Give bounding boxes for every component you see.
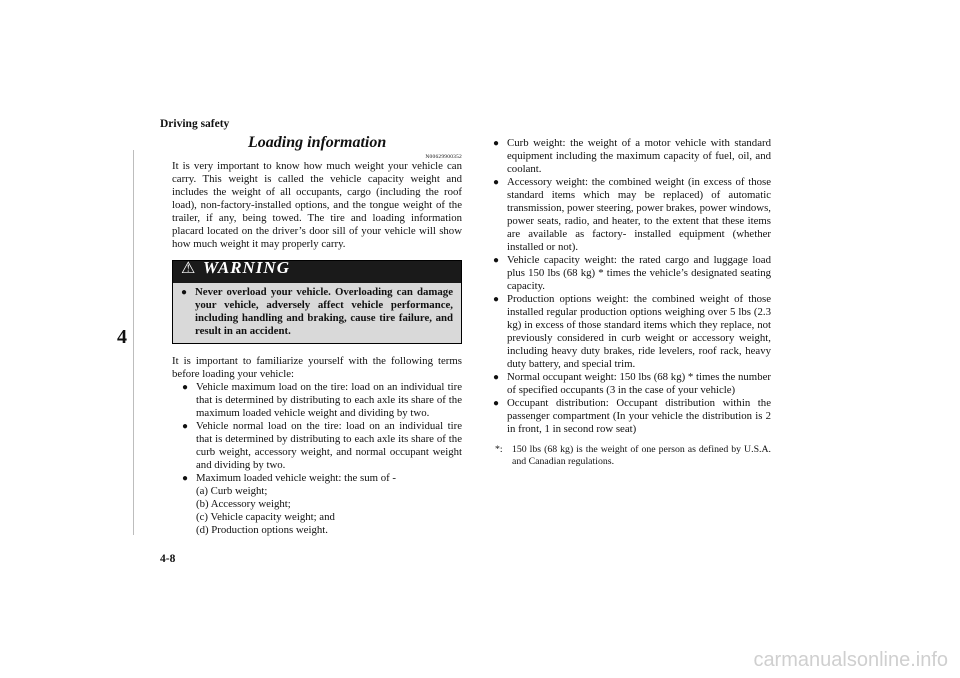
definition-text: Vehicle capacity weight: the rated cargo and luggage load plus 150 lbs (68 kg) * times the vehicle’s designated seating capacity. xyxy=(507,254,771,292)
warning-body xyxy=(173,283,461,343)
page-number: 4-8 xyxy=(160,553,176,565)
list-item xyxy=(493,371,771,397)
chapter-tab: 4 xyxy=(117,326,127,348)
bullet-icon: ● xyxy=(181,287,188,298)
footnote-mark: *: xyxy=(495,444,503,455)
list-item xyxy=(493,137,771,176)
terms-list xyxy=(172,381,462,537)
list-item xyxy=(182,420,462,472)
sum-part: (d) Production options weight. xyxy=(196,524,328,536)
watermark: carmanualsonline.info xyxy=(753,649,948,671)
bullet-icon: ● xyxy=(182,421,189,432)
section-title: Loading information xyxy=(248,134,387,151)
intro-paragraph: It is very important to know how much weight your vehicle can carry. This weight is called the vehicle capacity weight and includes the weight of all occupants, cargo (including the roof load), non-factory-installed options, and the tongue weight of the trailer, if any, being towed. The tire and loading information placard located on the driver’s door sill of your vehicle will show how much weight it may properly carry. xyxy=(172,160,462,250)
definition-text: Occupant distribution: Occupant distribution within the passenger compartment (In your vehicle the distribution is 2 in front, 1 in second row seat) xyxy=(507,397,771,435)
list-item xyxy=(493,397,771,436)
warning-triangle-icon: ⚠ xyxy=(181,260,196,277)
bullet-icon: ● xyxy=(182,473,189,484)
list-item-text: Maximum loaded vehicle weight: the sum of - xyxy=(196,472,396,484)
warning-text: Never overload your vehicle. Overloading can damage your vehicle, adversely affect vehicle performance, including handling and braking, cause tire failure, and result in an accident. xyxy=(195,286,453,337)
left-column xyxy=(172,134,462,537)
section-title-row xyxy=(172,136,462,158)
bullet-icon: ● xyxy=(182,382,189,393)
list-item xyxy=(493,254,771,293)
bullet-icon: ● xyxy=(493,138,500,149)
warning-header xyxy=(173,258,461,283)
sum-part: (c) Vehicle capacity weight; and xyxy=(196,511,335,523)
running-head: Driving safety xyxy=(160,118,230,130)
right-column xyxy=(493,137,771,468)
list-item xyxy=(493,176,771,254)
list-item xyxy=(493,293,771,371)
sum-part: (b) Accessory weight; xyxy=(196,498,291,510)
chapter-tab-rule xyxy=(133,150,134,535)
warning-item xyxy=(181,286,453,338)
familiarize-lead: It is important to familiarize yourself with the following terms before loading your vehicle: xyxy=(172,355,462,380)
list-item xyxy=(182,472,462,485)
list-item-text: Vehicle maximum load on the tire: load on an individual tire that is determined by distributing to each axle its share of the maximum loaded vehicle weight and dividing by two. xyxy=(196,381,462,419)
footnote-text: 150 lbs (68 kg) is the weight of one person as defined by U.S.A. and Canadian regulations. xyxy=(512,444,771,467)
section-code: N00629900352 xyxy=(425,154,462,160)
warning-box xyxy=(172,260,462,344)
list-item xyxy=(182,381,462,420)
warning-title: WARNING xyxy=(203,258,290,277)
definition-text: Production options weight: the combined weight of those installed regular production options weighing over 5 lbs (2.3 kg) in excess of those standard items which they replace, not previously considered in curb weight or accessory weight, including heavy duty brakes, ride levelers, roof rack, heavy duty battery, and special trim. xyxy=(507,293,771,370)
definition-text: Normal occupant weight: 150 lbs (68 kg) * times the number of specified occupants (3 in the case of your vehicle) xyxy=(507,371,771,396)
bullet-icon: ● xyxy=(493,255,500,266)
bullet-icon: ● xyxy=(493,398,500,409)
bullet-icon: ● xyxy=(493,372,500,383)
bullet-icon: ● xyxy=(493,294,500,305)
footnote xyxy=(493,444,771,468)
bullet-icon: ● xyxy=(493,177,500,188)
sum-part: (a) Curb weight; xyxy=(196,485,268,497)
list-item-text: Vehicle normal load on the tire: load on an individual tire that is determined by distributing to each axle its share of the curb weight, accessory weight, and normal occupant weight and dividing by two. xyxy=(196,420,462,471)
definition-text: Curb weight: the weight of a motor vehicle with standard equipment including the maximum capacity of fuel, oil, and coolant. xyxy=(507,137,771,175)
definition-text: Accessory weight: the combined weight (in excess of those standard items which may be replaced) of automatic transmission, power steering, power brakes, power windows, power seats, radio, and heater, to the extent that these items are available as factory- installed equipment (whether installed or not). xyxy=(507,176,771,253)
